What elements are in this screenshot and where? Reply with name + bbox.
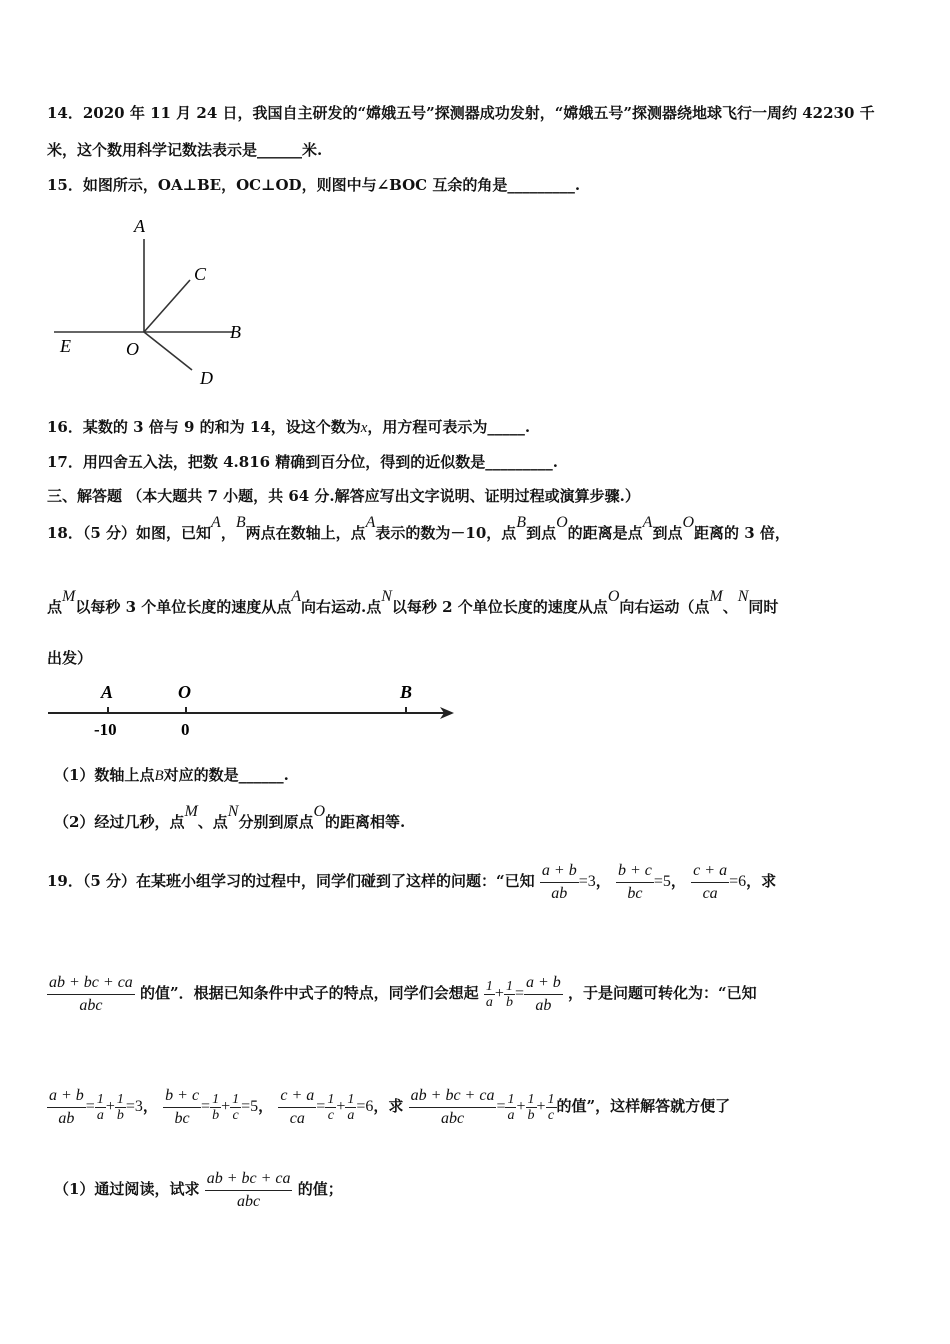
label-a: A xyxy=(134,216,145,236)
q18-var: O xyxy=(607,588,620,605)
condition-3 xyxy=(691,860,729,905)
frac-num: 1 xyxy=(507,1091,515,1107)
frac-1-over-b xyxy=(526,1092,537,1123)
frac-den: abc xyxy=(79,996,103,1014)
frac-den: c xyxy=(232,1107,239,1123)
frac-1-over-a xyxy=(484,979,495,1010)
ray-od xyxy=(144,332,192,370)
frac-1-over-b xyxy=(210,1092,221,1123)
q19-ask: ，求 xyxy=(746,872,777,890)
q18-number-line xyxy=(44,677,464,743)
frac-den: b xyxy=(212,1107,220,1123)
q18-t: （1）数轴上点 xyxy=(54,766,155,784)
equals-sign: = xyxy=(85,1098,95,1115)
frac-den: c xyxy=(547,1107,555,1123)
condition-3-value: =6 xyxy=(729,873,747,890)
frac-num: a + b xyxy=(47,1085,86,1108)
q16-after: ，用方程可表示为_____. xyxy=(367,418,531,436)
q18-line2 xyxy=(47,588,779,618)
frac-den: a xyxy=(347,1107,355,1123)
q18-var: O xyxy=(313,803,326,820)
q14-line2: 米，这个数用科学记数法表示是______米. xyxy=(47,141,323,159)
equals-sign: = xyxy=(496,1098,506,1115)
q19-comma: ， xyxy=(595,872,611,890)
frac-num: 1 xyxy=(527,1091,535,1107)
eq1-left xyxy=(47,1085,86,1130)
plus-sign: + xyxy=(105,1098,115,1115)
q18-t: 的距离相等. xyxy=(325,813,406,831)
q15-text: 15．如图所示，OA⊥BE，OC⊥OD，则图中与∠BOC 互余的角是_________. xyxy=(47,176,581,194)
q18-t: 以每秒 2 个单位长度的速度从点 xyxy=(391,598,608,616)
q18-t: 距离的 3 倍， xyxy=(694,524,790,542)
frac-1-over-c xyxy=(230,1092,241,1123)
q19-tail: 的值”，这样解答就方便了 xyxy=(556,1097,731,1115)
frac-den: ca xyxy=(702,884,718,902)
q18-t: 到点 xyxy=(652,524,683,542)
q18-t: 向右运动.点 xyxy=(301,598,382,616)
frac-num: b + c xyxy=(616,860,654,883)
q19-part1-text: （1）通过阅读，试求 xyxy=(54,1180,200,1198)
label-d: D xyxy=(200,368,213,388)
frac-den: bc xyxy=(174,1109,190,1127)
frac-num: 1 xyxy=(116,1091,124,1107)
q18-t: 、 xyxy=(722,598,738,616)
q18-var: B xyxy=(154,768,164,784)
frac-den: b xyxy=(505,994,513,1010)
label-c: C xyxy=(194,264,207,284)
equals-sign: = xyxy=(514,985,524,1002)
q18-var: A xyxy=(365,514,376,531)
q18-var: N xyxy=(227,803,239,820)
frac-num: ab + bc + ca xyxy=(205,1168,293,1191)
q19-comma: ， xyxy=(258,1097,274,1115)
section3-heading: 三、解答题 （本大题共 7 小题，共 64 分.解答应写出文字说明、证明过程或演算步骤.） xyxy=(47,487,640,505)
frac-1-over-a xyxy=(345,1092,356,1123)
eq1-value: =3 xyxy=(125,1098,143,1115)
frac-den: bc xyxy=(627,884,643,902)
plus-sign: + xyxy=(516,1098,526,1115)
frac-num: a + b xyxy=(524,972,563,995)
label-b: B xyxy=(230,322,241,342)
q16-text xyxy=(47,417,530,438)
frac-den: ab xyxy=(551,884,568,902)
frac-den: abc xyxy=(237,1192,261,1210)
frac-num: 1 xyxy=(327,1091,335,1107)
q18-t: 两点在数轴上，点 xyxy=(245,524,366,542)
frac-den: b xyxy=(527,1107,535,1123)
q18-t: 18．（5 分）如图，已知 xyxy=(47,524,212,542)
q18-t: （2）经过几秒，点 xyxy=(54,813,185,831)
q18-var: M xyxy=(709,588,723,605)
eq3-value: =6 xyxy=(356,1098,374,1115)
frac-den: ab xyxy=(535,996,552,1014)
frac-den: a xyxy=(96,1107,104,1123)
condition-2 xyxy=(616,860,654,905)
frac-num: 1 xyxy=(232,1091,240,1107)
frac-1-over-a xyxy=(95,1092,106,1123)
q18-part1 xyxy=(54,765,289,786)
q18-t: 表示的数为－10，点 xyxy=(375,524,517,542)
condition-2-value: =5 xyxy=(653,873,671,890)
frac-a-plus-b xyxy=(524,972,563,1017)
q18-var: O xyxy=(556,514,568,531)
axis-label-b: B xyxy=(400,682,413,702)
frac-1-over-c xyxy=(325,1092,336,1123)
frac-num: ab + bc + ca xyxy=(47,972,135,995)
frac-1-over-c xyxy=(546,1092,557,1123)
q18-var: O xyxy=(682,514,695,531)
frac-num: c + a xyxy=(691,860,729,883)
q19-comma: ， xyxy=(670,872,686,890)
q18-t: 点 xyxy=(47,598,63,616)
q18-t: 的距离是点 xyxy=(567,524,643,542)
q18-line3: 出发） xyxy=(47,649,93,667)
condition-1-value: =3 xyxy=(578,873,596,890)
frac-num: 1 xyxy=(505,978,513,994)
equals-sign: = xyxy=(316,1098,326,1115)
axis-value-zero: 0 xyxy=(181,720,190,739)
q17-text: 17．用四舍五入法，把数 4.816 精确到百分位，得到的近似数是_________. xyxy=(47,453,559,471)
frac-num: a + b xyxy=(540,860,579,883)
frac-den: abc xyxy=(440,1109,465,1127)
q19-line2 xyxy=(47,970,757,1017)
plus-sign: + xyxy=(536,1098,546,1115)
frac-den: a xyxy=(485,994,493,1010)
frac-num: 1 xyxy=(212,1091,220,1107)
q18-line1 xyxy=(47,514,790,544)
axis-label-a: A xyxy=(101,682,114,702)
q18-var: N xyxy=(737,588,749,605)
q18-part2 xyxy=(54,803,406,833)
frac-1-over-a xyxy=(505,1092,516,1123)
condition-1 xyxy=(540,860,579,905)
target-expression xyxy=(205,1168,293,1213)
q18-var: A xyxy=(211,514,221,531)
equals-sign: = xyxy=(201,1098,211,1115)
frac-1-over-b xyxy=(115,1092,126,1123)
plus-sign: + xyxy=(494,985,504,1002)
frac-1-over-b xyxy=(504,979,515,1010)
q19-line3 xyxy=(47,1083,730,1130)
q19-line1 xyxy=(47,858,776,905)
q19-mid1: 的值”．根据已知条件中式子的特点，同学们会想起 xyxy=(140,984,479,1002)
target-expression xyxy=(47,972,135,1017)
frac-num: b + c xyxy=(163,1085,201,1108)
q18-t: 分别到原点 xyxy=(238,813,314,831)
q18-var: B xyxy=(516,514,527,531)
axis-label-o: O xyxy=(178,682,191,702)
q19-intro: 19．（5 分）在某班小组学习的过程中，同学们碰到了这样的问题：“已知 xyxy=(47,872,535,890)
frac-num: c + a xyxy=(278,1085,316,1108)
q19-mid2: ，于是问题可转化为：“已知 xyxy=(568,984,757,1002)
label-o: O xyxy=(126,339,139,359)
frac-den: ca xyxy=(289,1109,305,1127)
eq2-value: =5 xyxy=(241,1098,259,1115)
q18-t: 到点 xyxy=(526,524,557,542)
frac-den: c xyxy=(327,1107,334,1123)
eq3-left xyxy=(278,1085,316,1130)
q19-ask2: ，求 xyxy=(373,1097,404,1115)
q18-t: 对应的数是______. xyxy=(163,766,289,784)
q18-t: 向右运动（点 xyxy=(619,598,710,616)
eq2-left xyxy=(163,1085,201,1130)
ray-oc xyxy=(144,280,190,332)
q15-angle-figure xyxy=(52,212,262,392)
axis-value-minus10: -10 xyxy=(94,720,117,739)
q18-t: 、点 xyxy=(197,813,228,831)
q16-before: 16．某数的 3 倍与 9 的和为 14，设这个数为 xyxy=(47,418,361,436)
target-expression xyxy=(409,1085,497,1130)
frac-num: 1 xyxy=(347,1091,355,1107)
q18-var: M xyxy=(184,803,198,820)
frac-num: 1 xyxy=(547,1091,555,1107)
q19-comma: ， xyxy=(142,1097,158,1115)
frac-den: ab xyxy=(58,1109,75,1127)
q18-t: 以每秒 3 个单位长度的速度从点 xyxy=(75,598,292,616)
frac-num: 1 xyxy=(96,1091,104,1107)
q18-var: A xyxy=(291,588,302,605)
q18-t: 同时 xyxy=(748,598,779,616)
q14-line1: 14．2020 年 11 月 24 日，我国自主研发的“嫦娥五号”探测器成功发射，“嫦娥五号”探测器绕地球飞行一周约 42230 千 xyxy=(47,104,875,122)
frac-num: ab + bc + ca xyxy=(409,1085,497,1108)
q19-part1 xyxy=(54,1166,343,1213)
q18-var: A xyxy=(642,514,653,531)
q19-part1-tail: 的值； xyxy=(297,1180,343,1198)
label-e: E xyxy=(60,336,71,356)
q18-var: M xyxy=(62,588,76,605)
q18-var: B xyxy=(235,514,246,531)
frac-den: a xyxy=(507,1107,515,1123)
frac-num: 1 xyxy=(485,978,493,994)
frac-den: b xyxy=(116,1107,124,1123)
q18-t: ， xyxy=(220,524,236,542)
q16-var: x xyxy=(360,420,368,436)
plus-sign: + xyxy=(336,1098,346,1115)
plus-sign: + xyxy=(221,1098,231,1115)
q18-var: N xyxy=(381,588,392,605)
